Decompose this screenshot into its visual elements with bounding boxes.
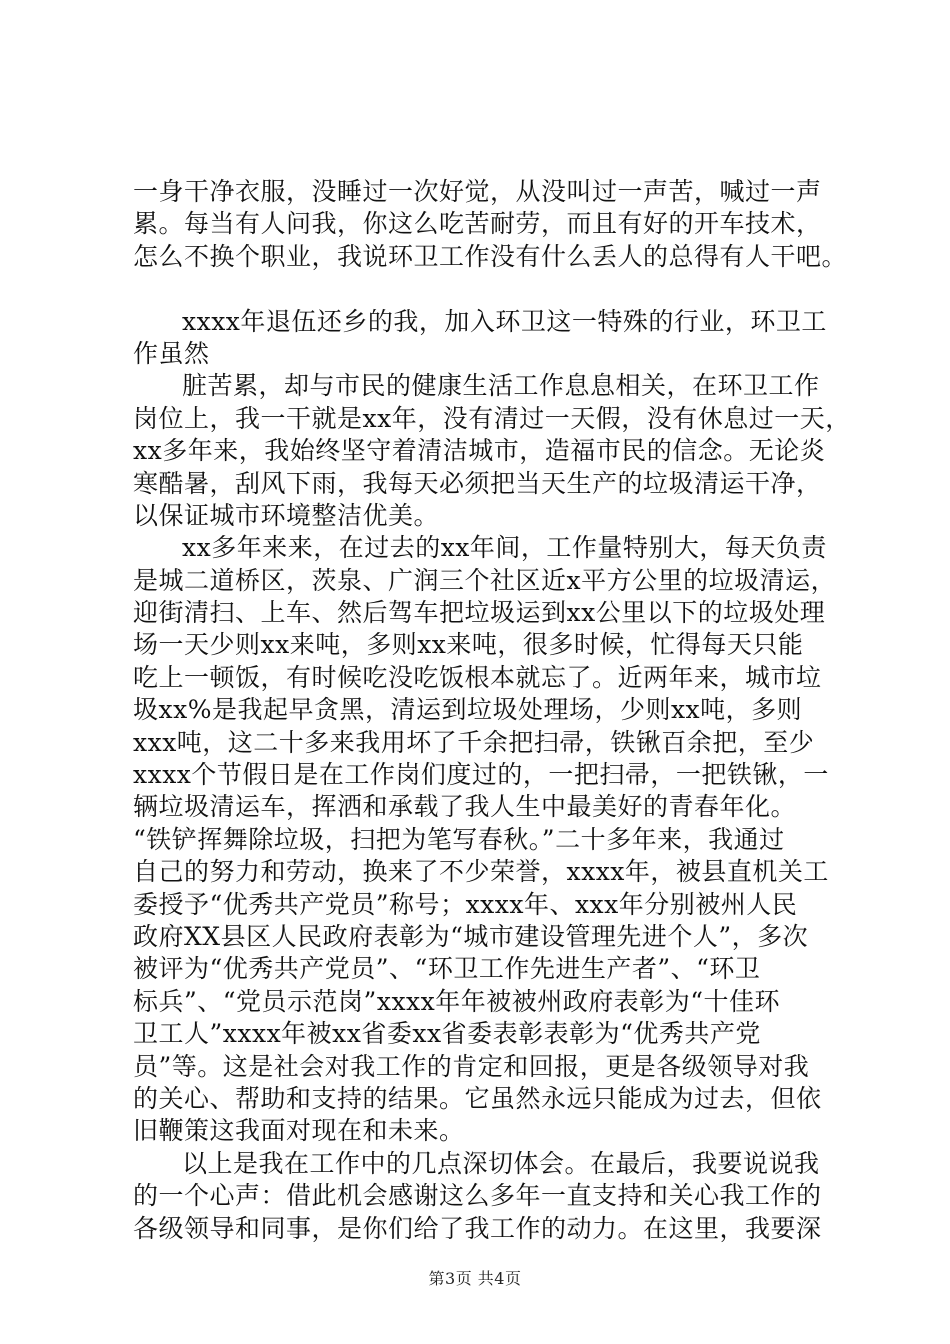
text-line: 被评为“优秀共产党员”、“环卫工作先进生产者”、“环卫 — [133, 954, 761, 984]
text-line: 一身干净衣服，没睡过一次好觉，从没叫过一声苦，喊过一声 — [133, 177, 822, 206]
text-line: 场一天少则xx来吨，多则xx来吨，很多时候，忙得每天只能 — [133, 630, 804, 660]
text-line: 各级领导和同事，是你们给了我工作的动力。在这里，我要深 — [133, 1213, 822, 1243]
text-line: 自己的努力和劳动，换来了不少荣誉，xxxx年，被县直机关工 — [133, 857, 829, 887]
text-line: 吃上一顿饭，有时候吃没吃饭根本就忘了。近两年来，城市垃 — [133, 662, 822, 692]
text-line: 员”等。这是社会对我工作的肯定和回报，更是各级领导对我 — [133, 1051, 810, 1081]
page-number-footer: 第3页 共4页 — [428, 1269, 522, 1288]
text-line: 的关心、帮助和支持的结果。它虽然永远只能成为过去，但依 — [133, 1083, 822, 1113]
text-line: 寒酷暑，刮风下雨，我每天必须把当天生产的垃圾清运干净， — [133, 468, 822, 498]
text-line: 是城二道桥区，茨泉、广润三个社区近x平方公里的垃圾清运， — [133, 565, 837, 595]
text-line: 政府XX县区人民政府表彰为“城市建设管理先进个人”，多次 — [133, 921, 809, 951]
text-line: xxxx年退伍还乡的我，加入环卫这一特殊的行业，环卫工 — [182, 306, 827, 336]
text-line: 以上是我在工作中的几点深切体会。在最后，我要说说我 — [182, 1148, 820, 1178]
text-line: 的一个心声：借此机会感谢这么多年一直支持和关心我工作的 — [133, 1181, 822, 1211]
document-body — [133, 176, 851, 1245]
text-line: 卫工人”xxxx年被xx省委xx省委表彰表彰为“优秀共产党 — [133, 1019, 761, 1049]
text-line: 迎街清扫、上车、然后驾车把垃圾运到xx公里以下的垃圾处理 — [133, 598, 826, 628]
text-line: 怎么不换个职业，我说环卫工作没有什么丢人的总得有人干吧。 — [133, 241, 848, 271]
text-line: 岗位上，我一干就是xx年，没有清过一天假，没有休息过一天， — [133, 403, 851, 433]
text-line: 圾xx%是我起早贪黑，清运到垃圾处理场，少则xx吨，多则 — [133, 695, 803, 725]
text-line: 以保证城市环境整洁优美。 — [133, 500, 440, 530]
text-line: 旧鞭策这我面对现在和未来。 — [133, 1116, 465, 1146]
text-line: xxx吨，这二十多来我用坏了千余把扫帚，铁锹百余把，至少 — [133, 727, 815, 757]
text-line: 辆垃圾清运车，挥洒和承载了我人生中最美好的青春年化。 — [133, 792, 797, 822]
text-line: xx多年来来，在过去的xx年间，工作量特别大，每天负责 — [182, 533, 827, 563]
paragraph-gap — [133, 273, 833, 305]
text-line: xxxx个节假日是在工作岗们度过的，一把扫帚，一把铁锹，一 — [133, 760, 829, 790]
text-line: 作虽然 — [133, 338, 210, 368]
text-line: 委授予“优秀共产党员”称号；xxxx年、xxx年分别被州人民 — [133, 889, 798, 919]
text-line: 脏苦累，却与市民的健康生活工作息息相关，在环卫工作 — [182, 371, 820, 401]
text-line: “铁铲挥舞除垃圾，扫把为笔写春秋。”二十多年来，我通过 — [133, 824, 785, 854]
text-line: xx多年来，我始终坚守着清洁城市，造福市民的信念。无论炎 — [133, 436, 826, 466]
text-line: 累。每当有人问我，你这么吃苦耐劳，而且有好的开车技术， — [133, 209, 822, 239]
text-line: 标兵”、“党员示范岗”xxxx年年被被州政府表彰为“十佳环 — [133, 986, 781, 1016]
